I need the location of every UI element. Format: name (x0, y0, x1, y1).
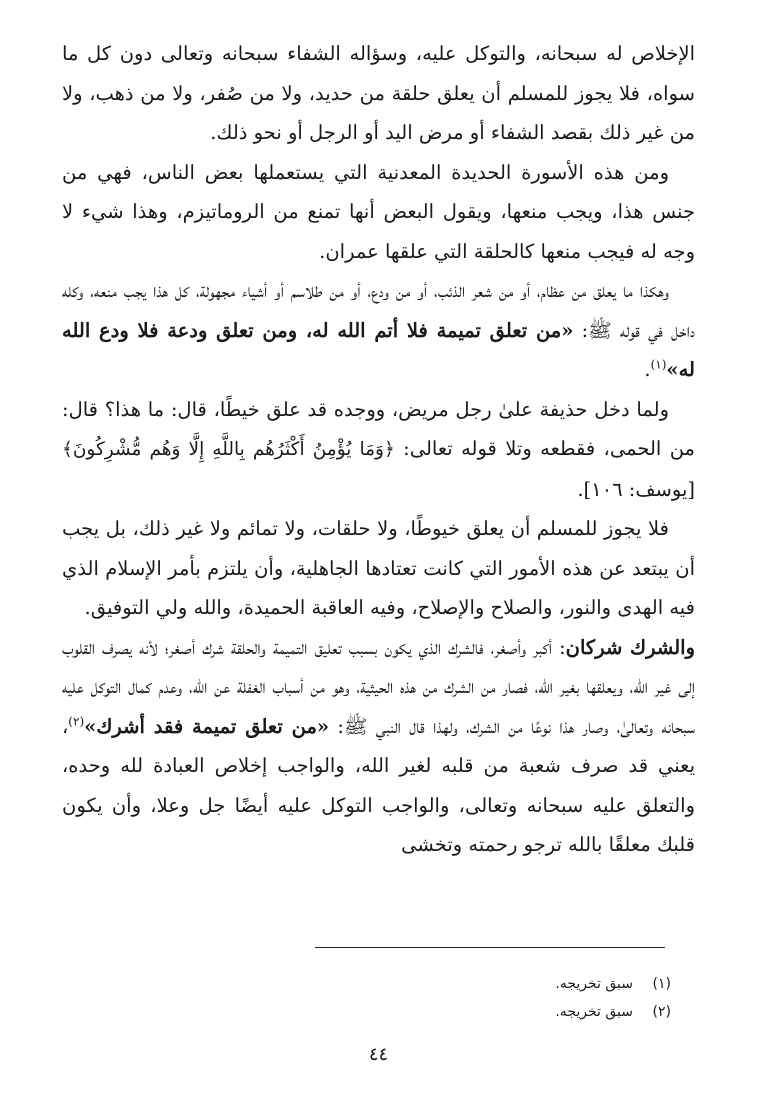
paragraph-6-continuation: ، يعني قد صرف شعبة من قلبه لغير الله، والواجب إخلاص العبادة لله وحده، والتعلق عليه سبحانه وتعالى، والواجب التوكل عليه أيضًا جل وعلا، وأن يكون قلبك معلقًا بالله ترجو رحمته وتخشى (62, 714, 695, 856)
footnote-number: (٢) (652, 1004, 671, 1020)
paragraph-1: الإخلاص له سبحانه، والتوكل عليه، وسؤاله الشفاء سبحانه وتعالى دون كل ما سواه، فلا يجوز للمسلم أن يعلق حلقة من حديد، ولا من صُفر، ولا من ذهب، ولا من غير ذلك بقصد الشفاء أو مرض اليد أو الرجل أو نحو ذلك. (62, 42, 695, 144)
footnote-number: (١) (652, 976, 671, 992)
paragraph-4 (62, 390, 695, 510)
section-lead: والشرك شركان (565, 635, 696, 659)
paragraph-6-text: : أكبر وأصغر، فالشرك الذي يكون بسبب تعليق التميمة والحلقة شرك أصغر؛ لأنه يصرف القلوب إلى غير الله، ويعلقها بغير الله، فصار من الشرك من هذه الحيثية، وهو من أسباب الغفلة عن الله، وعدم كمال التوكل عليه سبحانه وتعالىٰ، وصار هذا نوعًا من الشرك، ولهذا قال النبي ﷺ: (62, 635, 695, 738)
paragraph-3-end: . (644, 358, 651, 381)
footnote-divider (315, 947, 665, 948)
hadith-quote: «من تعلق تميمة فلا أتم الله له، ومن تعلق ودعة فلا ودع الله له» (62, 318, 695, 381)
paragraph-4-text: ولما دخل حذيفة علىٰ رجل مريض، ووجده قد علق خيطًا، قال: ما هذا؟ قال: من الحمى، فقطعه وتلا قوله تعالى: (62, 397, 695, 460)
footnote-2 (555, 1004, 671, 1020)
paragraph-2: ومن هذه الأسورة الحديدة المعدنية التي يستعملها بعض الناس، فهي من جنس هذا، ويجب منعها، ويقول البعض أنها تمنع من الروماتيزم، وهذا شيء لا وجه له فيجب منعها كالحلقة التي علقها عمران. (62, 160, 695, 263)
body-text (62, 34, 695, 865)
footnote-text: سبق تخريجه. (555, 1004, 633, 1020)
footnote-ref-2: (٢) (68, 714, 85, 728)
verse-reference: [يوسف: ١٠٦]. (577, 477, 695, 501)
paragraph-3 (62, 271, 695, 390)
hadith-quote-2: «من تعلق تميمة فقد أشرك» (84, 714, 330, 738)
footnote-ref-1: (١) (650, 357, 667, 372)
footnote-1 (555, 976, 671, 992)
paragraph-3-text: وهكذا ما يعلق من عظام، أو من شعر الذئب، أو من ودع، أو من طلاسم أو أشياء مجهولة، كل هذا يجب منعه، وكله داخل في قوله ﷺ: (62, 279, 695, 342)
quran-verse: ﴿وَمَا يُؤْمِنُ أَكْثَرُهُم بِاللَّهِ إِلَّا وَهُم مُّشْرِكُونَ﴾ (62, 439, 395, 460)
page-number: ٤٤ (368, 1044, 389, 1065)
paragraph-6 (62, 628, 695, 865)
footnote-text: سبق تخريجه. (555, 976, 633, 992)
paragraph-5: فلا يجوز للمسلم أن يعلق خيوطًا، ولا حلقات، ولا تمائم ولا غير ذلك، بل يجب أن يبتعد عن هذه الأمور التي كانت تعتادها الجاهلية، وأن يلتزم بأمر الإسلام الذي فيه الهدى والنور، والصلاح والإصلاح، وفيه العاقبة الحميدة، والله ولي التوفيق. (62, 517, 695, 619)
